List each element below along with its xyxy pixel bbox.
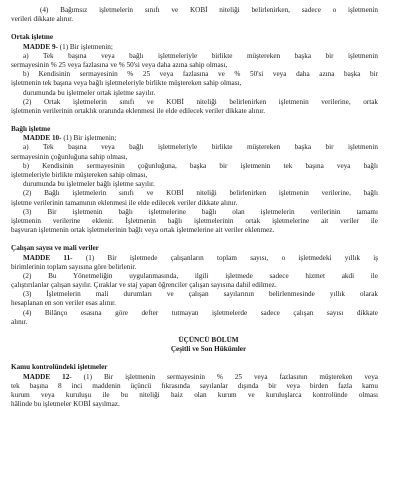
section-heading <box>0 345 417 354</box>
text-line <box>0 199 417 208</box>
text-line <box>0 79 417 88</box>
text-line <box>0 254 417 263</box>
line-text: birimlerinin toplam sayısına göre belirlenir. <box>11 262 137 271</box>
text-line <box>0 107 417 116</box>
line-text: (4) Bilânço esasına göre defter tutmayan işletmelerde sadece çalışan sayısı dikkate <box>23 308 378 317</box>
text-line <box>0 52 417 61</box>
text-line <box>0 89 417 98</box>
line-text: işletme verilerinin tamamının eklenmesi ile elde edilecek veriler dikkate alınır. <box>11 198 238 207</box>
text-line <box>0 208 417 217</box>
line-text: MADDE 9- (1) Bir işletmenin; <box>23 42 113 51</box>
line-text: sermayesinin % 25 veya fazlasına ve % 50'si veya daha azına sahip olması, <box>11 60 228 69</box>
text-line <box>0 143 417 152</box>
line-text: işletmenin verilerine eklenir. İşletmenin bağlı işletmelerinin ortak işletmelerine ait veriler ile <box>11 216 378 225</box>
text-line <box>0 382 417 391</box>
text-line <box>0 373 417 382</box>
paragraph-gap <box>0 116 417 125</box>
line-text: Bağlı işletme <box>11 125 51 134</box>
line-text: Kamu kontrolündeki işletmeler <box>11 363 108 372</box>
text-line <box>0 98 417 107</box>
text-line <box>0 290 417 299</box>
text-line <box>0 391 417 400</box>
line-text: alınır. <box>11 317 28 326</box>
line-text: (4) Bağımsız işletmelerin sınıfı ve KOBİ niteliği belirlenirken, sadece o işletmenin <box>40 6 378 14</box>
text-line <box>0 171 417 180</box>
text-line <box>0 309 417 318</box>
paragraph-gap <box>0 235 417 244</box>
line-text: verileri dikkate alınır. <box>11 15 74 24</box>
article-title <box>0 33 417 42</box>
text-line <box>0 43 417 52</box>
text-line <box>0 272 417 281</box>
line-text: (3) Bir işletmenin bağlı işletmelerine bağlı olan işletmelerin verilerinin tamamı <box>23 207 378 216</box>
text-line <box>0 70 417 79</box>
text-line <box>0 15 417 24</box>
paragraph-gap <box>0 24 417 33</box>
line-text: MADDE 11- (1) Bir işletmede çalışanların toplam sayısı, o işletmedeki yıllık iş <box>23 253 378 262</box>
line-text: Çalışan sayısı ve mali veriler <box>11 244 99 253</box>
line-text: (2) Bağlı işletmelerin sınıfı ve KOBİ niteliği belirlenirken işletmenin verilerine, bağlı <box>23 189 378 198</box>
line-text: a) Tek başına veya bağlı işletmeleriyle birlikte müştereken başka bir işletmenin <box>23 51 378 60</box>
line-text: a) Tek başına veya bağlı işletmeleriyle birlikte müştereken başka bir işletmenin <box>23 143 378 152</box>
line-text: tek başına 8 inci maddenin üçüncü fıkrasında sayılanlar dışında bir veya birden fazla kamu <box>11 381 378 390</box>
text-line <box>0 299 417 308</box>
text-line <box>0 226 417 235</box>
article-title <box>0 244 417 253</box>
line-text: durumunda bu işletmeler bağlı işletme sayılır. <box>23 180 155 189</box>
paragraph-gap <box>0 327 417 336</box>
line-text: işletmenin verilerinin ortaklık oranında eklenmesi ile elde edilecek veriler dikkate alınır. <box>11 106 266 115</box>
line-text: (2) Ortak işletmelerin sınıfı ve KOBİ niteliği belirlenirken işletmenin verilerine, ortak <box>23 97 378 106</box>
line-text: b) Kendisinin sermayesinin çoğunluğuna, başka bir işletmenin tek başına veya bağlı <box>23 161 378 170</box>
text-line <box>0 61 417 70</box>
line-text: hesaplanan en son veriler esas alınır. <box>11 299 116 308</box>
line-text: MADDE 12- (1) Bir işletmenin sermayesinin % 25 veya fazlasının müştereken veya <box>23 372 379 381</box>
line-text: hâlinde bu işletmeler KOBİ sayılmaz. <box>11 400 120 409</box>
text-line <box>0 263 417 272</box>
line-text: (3) İşletmelerin mali durumları ve çalışan sayılarının belirlenmesinde yıllık olarak <box>23 290 378 299</box>
line-text: (2) Bu Yönetmeliğin uygulanmasında, ilgili işletmede sadece hizmet akdi ile <box>23 271 378 280</box>
line-text: çalıştırılanlar çalışan sayılır. Çıraklar ve staj yapan öğrenciler çalışan sayısına dahil edilmez. <box>11 281 277 290</box>
text-line <box>0 217 417 226</box>
text-line <box>0 400 417 409</box>
line-text: b) Kendisinin sermayesinin % 25 veya fazlasına ve % 50'si veya daha azına başka bir <box>23 70 378 79</box>
line-text: işletmenin tek başına veya bağlı işletmeleriyle birlikte müştereken sahip olması, <box>11 79 242 88</box>
line-text: işletmeleriyle birlikte müştereken sahip olması, <box>11 171 148 179</box>
section-heading <box>0 336 417 345</box>
text-line <box>0 134 417 143</box>
line-text: kurum veya kuruluşu ile bu niteliği haiz olan kurum ve kuruluşlarca kontrolünde olması <box>11 390 378 399</box>
paragraph-gap <box>0 354 417 363</box>
line-text: Çeşitli ve Son Hükümler <box>170 345 247 354</box>
line-text: başvuran işletmenin ortak işletmelerinin bağlı veya ortak işletmelerine ait veriler eklenmez. <box>11 226 275 235</box>
line-text: durumunda bu işletmeler ortak işletme sayılır. <box>23 88 156 97</box>
text-line <box>0 180 417 189</box>
line-text: ÜÇÜNCÜ BÖLÜM <box>178 336 239 344</box>
text-line <box>0 189 417 198</box>
article-title <box>0 363 417 372</box>
text-line <box>0 162 417 171</box>
article-title <box>0 125 417 134</box>
text-line <box>0 281 417 290</box>
text-line <box>0 318 417 327</box>
regulation-text <box>0 6 417 409</box>
line-text: Ortak işletme <box>11 33 54 42</box>
text-line <box>0 6 417 15</box>
line-text: sermayesinin çoğunluğuna sahip olması, <box>11 152 128 161</box>
text-line <box>0 153 417 162</box>
line-text: MADDE 10- (1) Bir işletmenin; <box>23 134 117 143</box>
